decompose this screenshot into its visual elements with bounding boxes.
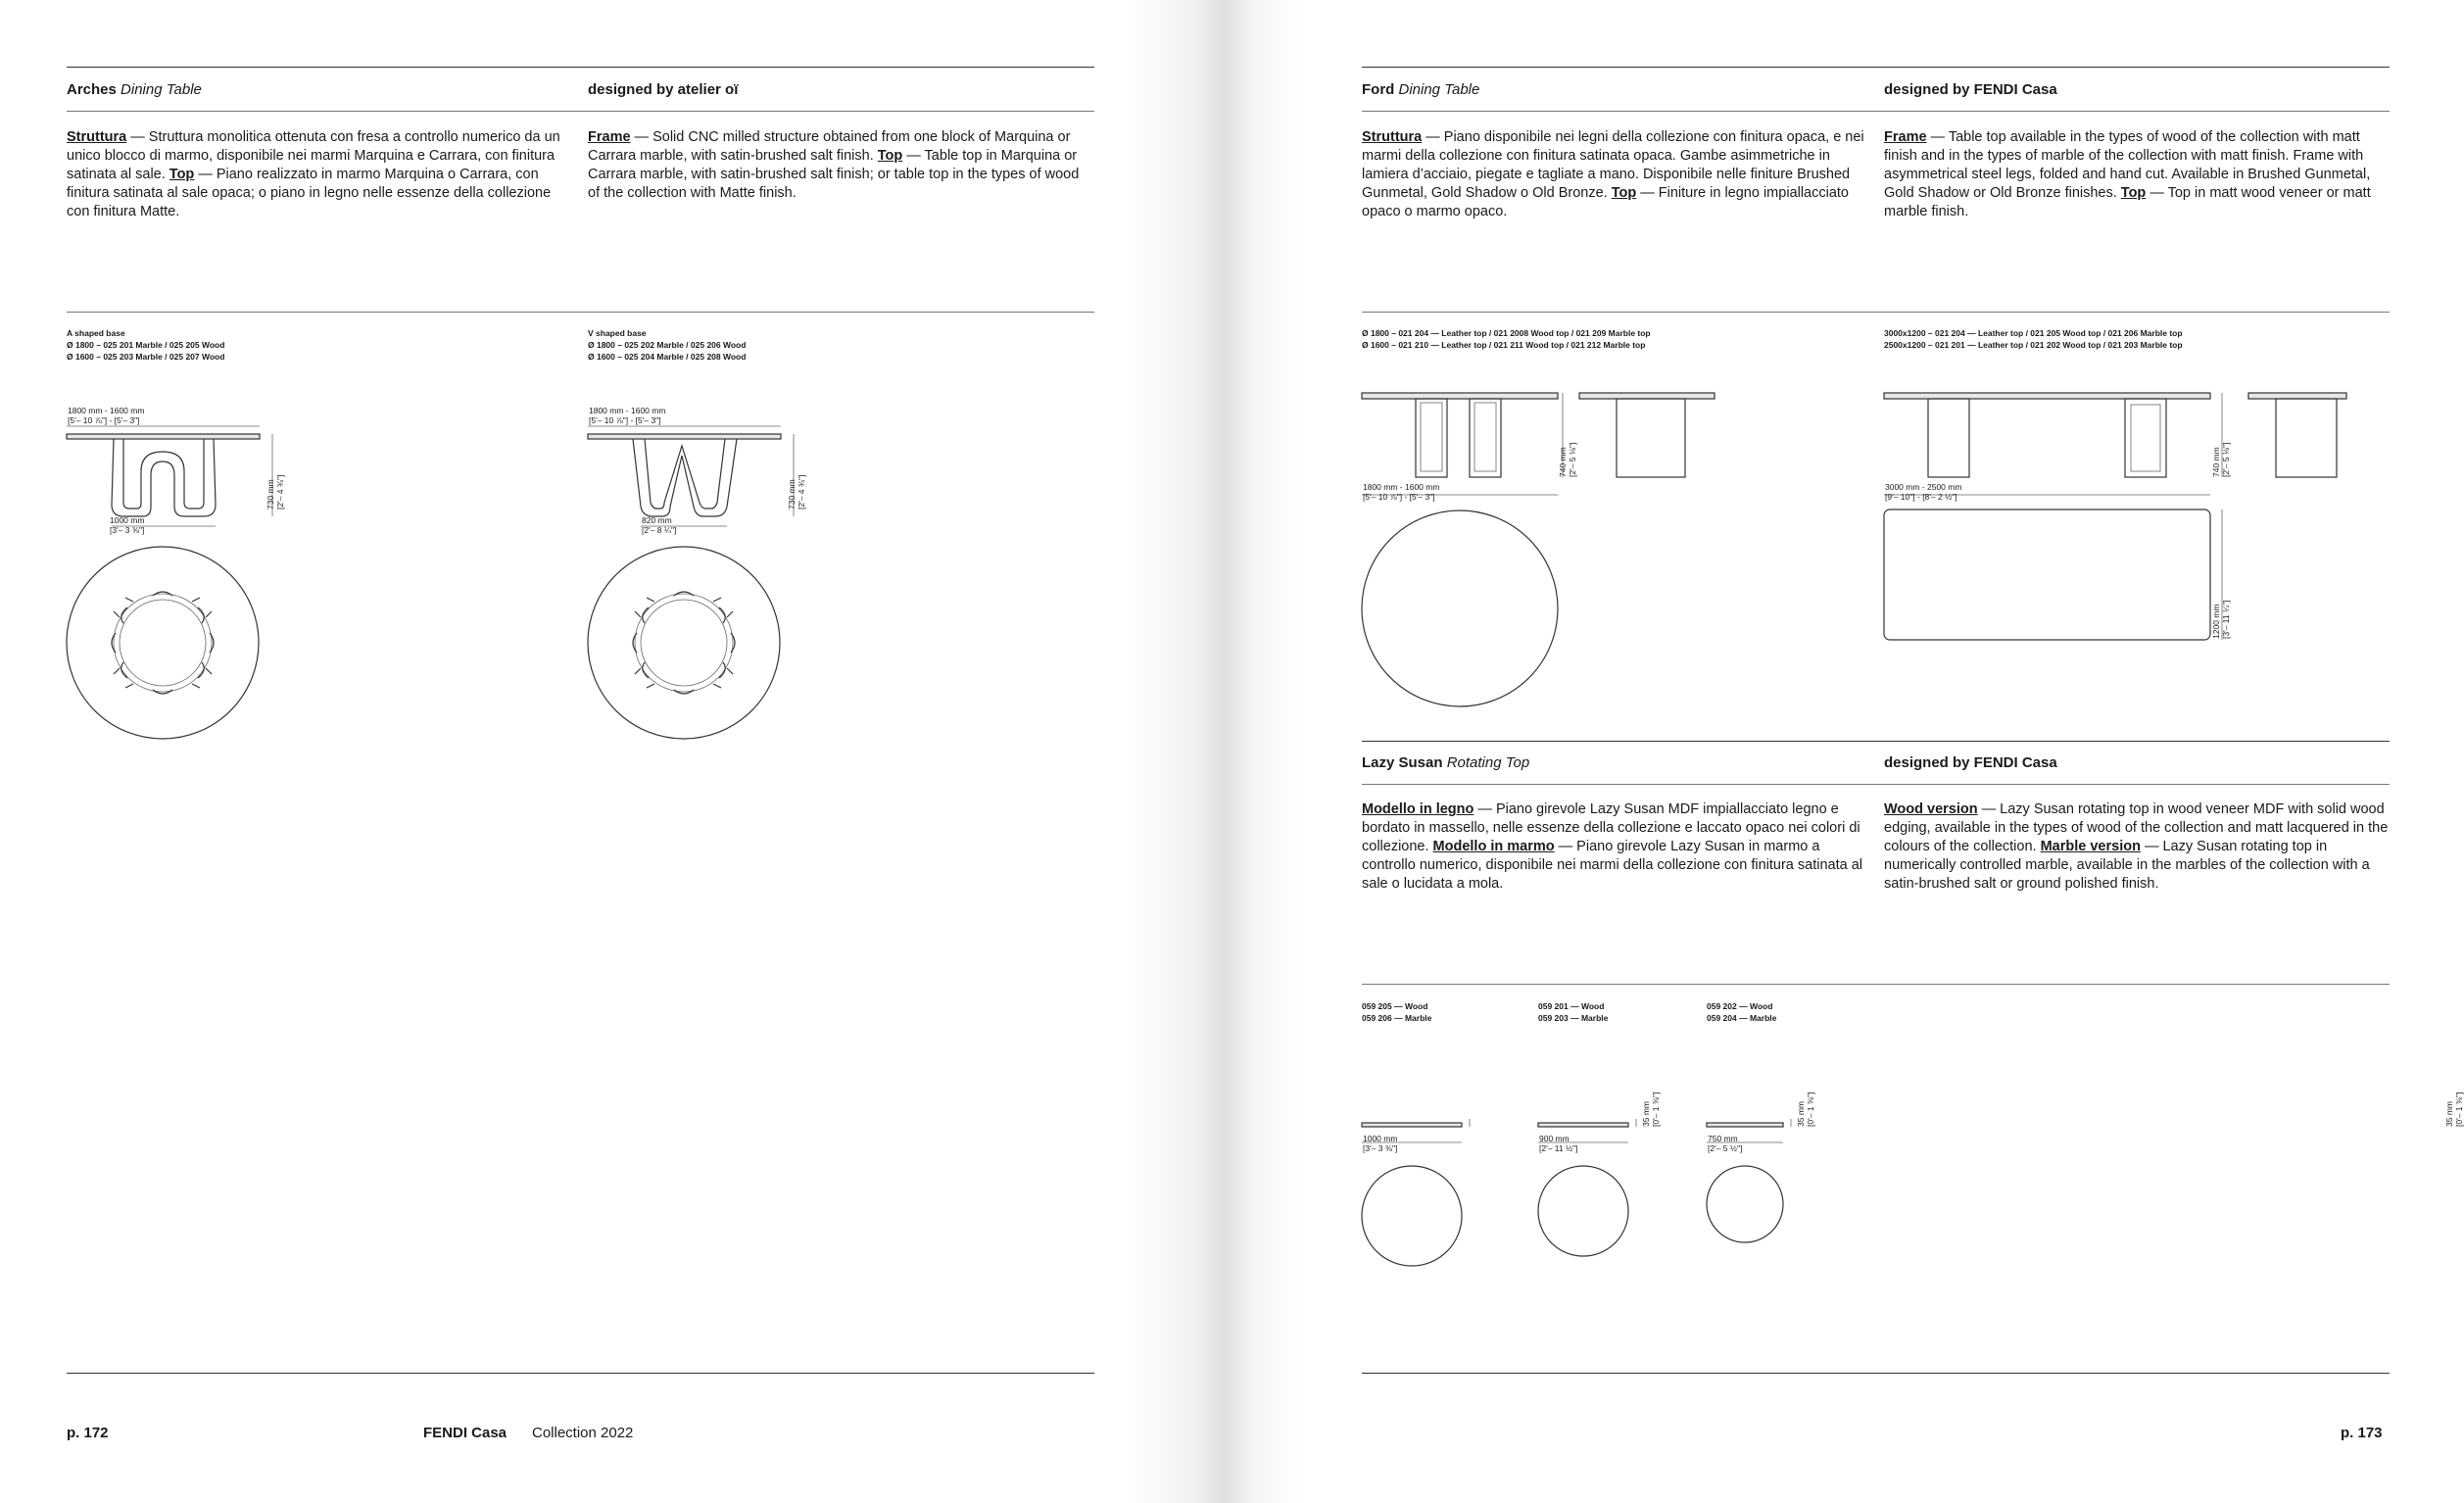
lazy-1000-mm: 1000 mm [1363,1134,1398,1143]
ford-round-height-in: [2'– 5 ⅛"] [1568,442,1577,477]
section-rule [1362,312,2390,313]
lazy-item-1000-codes [1362,1000,1431,1024]
lazy-1000-h-in: [0'– 1 ⅜"] [2454,1091,2464,1127]
header-rule [1362,111,2390,112]
a-base-code-1600: Ø 1600 – 025 203 Marble / 025 207 Wood [67,352,225,362]
lazy-section-rule [1362,984,2390,985]
ford-rect-depth-dim [2211,601,2231,639]
label-modello-marmo: Modello in marmo [1432,839,1555,854]
v-width-in: [5'– 10 ⅞"] - [5'– 3"] [589,415,661,425]
left-page [0,0,1225,1503]
label-top: Top [877,148,903,164]
lazy-description-en [1884,800,2393,894]
text-wood-version: — Lazy Susan rotating top in wood veneer MDF with solid wood edging, available in the types of wood of the collection and matt lacquered in the colours of the collection. [1884,801,2389,854]
v-base-width-dim [589,406,665,425]
arches-designer: designed by atelier oï [588,81,739,98]
ford-rect-code-3000: 3000x1200 – 021 204 — Leather top / 021 205 Wood top / 021 206 Marble top [1884,328,2183,338]
lazy-900-h-mm: 35 mm [1641,1101,1651,1127]
ford-rect-height-mm: 740 mm [2211,447,2221,477]
ford-rect-height-in: [2'– 5 ⅛"] [2221,442,2231,477]
v-width-mm: 1800 mm - 1600 mm [589,406,666,415]
lazy-1000-code-wood: 059 205 — Wood [1362,1001,1428,1011]
product-name: Ford [1362,81,1395,98]
lazy-750-code-marble: 059 204 — Marble [1707,1013,1777,1023]
ford-round-code-1600: Ø 1600 – 021 210 — Leather top / 021 211 Wood top / 021 212 Marble top [1362,340,1646,350]
ford-round-height-dim [1558,443,1577,477]
label-struttura: Struttura [67,129,127,145]
lazy-750-h-in: [0'– 1 ⅜"] [1806,1091,1815,1127]
lazy-900-in: [2'– 11 ½"] [1539,1143,1578,1153]
footer-collection: Collection 2022 [532,1425,634,1441]
section-rule [67,312,1094,313]
top-rule [67,67,1094,68]
lazy-title [1362,754,1529,771]
a-width-mm: 1800 mm - 1600 mm [68,406,145,415]
label-frame: Frame [1884,129,1927,145]
ford-round-width-mm: 1800 mm - 1600 mm [1363,482,1440,492]
text-top: — Table top in Marquina or Carrara marble, with satin-brushed salt finish; or table top in the types of wood of the collection with Matte finish. [588,148,1080,201]
top-rule [1362,67,2390,68]
v-base-code-1800: Ø 1800 – 025 202 Marble / 025 206 Wood [588,340,747,350]
lazy-900-code-marble: 059 203 — Marble [1538,1013,1609,1023]
ford-round-code-1800: Ø 1800 – 021 204 — Leather top / 021 2008 Wood top / 021 209 Marble top [1362,328,1651,338]
lazy-900-drawing [1538,1088,1636,1269]
text-modello-marmo: — Piano girevole Lazy Susan in marmo a controllo numerico, disponibile nei marmi della collezione con finitura satinata al sale o lucidata a mola. [1362,839,1862,892]
ford-round-width-in: [5'– 10 ⅞"] - [5'– 3"] [1363,492,1435,502]
page-number: p. 172 [67,1425,109,1441]
arches-description-en [588,128,1092,203]
ford-rect-width-dim [1885,482,1961,502]
lazy-top-rule [1362,741,2390,742]
v-base-code-1600: Ø 1600 – 025 204 Marble / 025 208 Wood [588,352,747,362]
ford-rect-height-dim [2211,443,2231,477]
a-base-in: [3'– 3 ⅜"] [110,525,145,535]
ford-rect-code-2500: 2500x1200 – 021 201 — Leather top / 021 202 Wood top / 021 203 Marble top [1884,340,2183,350]
ford-rect-width-in: [9'– 10"] - [8'– 2 ½"] [1885,492,1957,502]
lazy-1000-h-mm: 35 mm [2444,1101,2454,1127]
product-type: Dining Table [121,81,202,98]
v-base-mm: 820 mm [642,515,672,525]
lazy-item-900-codes [1538,1000,1608,1024]
label-top: Top [1611,185,1637,201]
a-base-drawing [67,426,292,740]
a-base-base-dim [110,515,144,535]
ford-rect-depth-mm: 1200 mm [2211,604,2221,639]
lazy-header-rule [1362,784,2390,785]
lazy-item-750-codes [1707,1000,1776,1024]
spine-shadow-right [1225,0,1303,1503]
lazy-750-drawing [1707,1088,1795,1269]
text-frame: — Table top available in the types of wood of the collection with matt finish and in the types of marble of the collection with matt finish. Frame with asymmetrical steel legs, folded and hand cut. Available in Brushed Gunmetal, Gold Shadow or Old Bronze finishes. [1884,129,2371,201]
ford-round-width-dim [1363,482,1439,502]
a-width-in: [5'– 10 ⅞"] - [5'– 3"] [68,415,140,425]
ford-rect-drawing [1884,387,2237,642]
ford-title [1362,81,1479,98]
text-marble-version: — Lazy Susan rotating top in numerically controlled marble, available in the marbles of the collection with a satin-brushed salt or ground polished finish. [1884,839,2370,892]
lazy-900-width-dim [1539,1134,1577,1153]
v-base-name: V shaped base [588,328,647,338]
lazy-750-code-wood: 059 202 — Wood [1707,1001,1773,1011]
lazy-900-h-in: [0'– 1 ⅜"] [1651,1091,1661,1127]
a-height-mm: 730 mm [266,479,275,509]
a-base-code-1800: Ø 1800 – 025 201 Marble / 025 205 Wood [67,340,225,350]
label-wood-version: Wood version [1884,801,1978,817]
product-type: Rotating Top [1446,754,1530,771]
ford-description-en [1884,128,2393,221]
lazy-750-in: [2'– 5 ½"] [1708,1143,1743,1153]
text-top: — Top in matt wood veneer or matt marble finish. [1884,185,2371,219]
a-height-in: [2'– 4 ¾"] [275,474,285,509]
product-name: Arches [67,81,117,98]
v-height-mm: 730 mm [787,479,797,509]
ford-designer: designed by FENDI Casa [1884,81,2057,98]
spine-shadow-left [1127,0,1225,1503]
lazy-1000-drawing [1362,1088,1470,1269]
ford-rect-codes [1884,327,2183,351]
text-top: — Piano realizzato in marmo Marquina o Carrara, con finitura satinata al sale opaca; o piano in legno nelle essenze della collezione con finitura Matte. [67,167,552,219]
ford-round-codes [1362,327,1651,351]
v-base-height-dim [787,475,806,509]
ford-rect-width-mm: 3000 mm - 2500 mm [1885,482,1962,492]
a-base-mm: 1000 mm [110,515,145,525]
v-height-in: [2'– 4 ¾"] [797,474,806,509]
lazy-1000-code-marble: 059 206 — Marble [1362,1013,1432,1023]
product-name: Lazy Susan [1362,754,1443,771]
right-page [1225,0,2464,1503]
v-base-drawing [588,426,813,740]
ford-description-it [1362,128,1871,221]
ford-round-drawing [1362,387,1715,710]
text-struttura: — Piano disponibile nei legni della collezione con finitura opaca, e nei marmi della collezione con finitura satinata opaca. Gambe asimmetriche in lamiera d’acciaio, piegate e tagliate a mano. Disponibile nelle finiture Brushed Gunmetal, Gold Shadow o Old Bronze. [1362,129,1864,201]
label-frame: Frame [588,129,631,145]
footer-rule [67,1373,1094,1374]
text-frame: — Solid CNC milled structure obtained from one block of Marquina or Carrara marble, with satin-brushed salt finish. [588,129,1071,164]
v-base-base-dim [642,515,676,535]
lazy-750-mm: 750 mm [1708,1134,1738,1143]
text-modello-legno: — Piano girevole Lazy Susan MDF impiallacciato legno e bordato in massello, nelle essenze della collezione e laccato opaco nei colori di collezione. [1362,801,1860,854]
ford-round-height-mm: 740 mm [1558,447,1568,477]
lazy-900-mm: 900 mm [1539,1134,1570,1143]
page-number: p. 173 [2341,1425,2383,1441]
lazy-1000-in: [3'– 3 ⅜"] [1363,1143,1398,1153]
lazy-designer: designed by FENDI Casa [1884,754,2057,771]
lazy-1000-height-dim [2444,1092,2464,1127]
a-base-height-dim [266,475,285,509]
lazy-1000-width-dim [1363,1134,1397,1153]
v-base-in: [2'– 8 ¼"] [642,525,677,535]
lazy-750-width-dim [1708,1134,1742,1153]
footer-brand: FENDI Casa [423,1425,507,1441]
lazy-description-it [1362,800,1871,894]
product-type: Dining Table [1398,81,1480,98]
arches-description-it [67,128,571,221]
a-base-width-dim [68,406,144,425]
v-base-codes [588,327,746,363]
label-top: Top [169,167,195,182]
text-struttura: — Struttura monolitica ottenuta con fresa a controllo numerico da un unico blocco di marmo, disponibile nei marmi Marquina e Carrara, con finitura satinata al sale. [67,129,560,182]
label-marble-version: Marble version [2040,839,2141,854]
lazy-900-height-dim [1641,1092,1661,1127]
label-struttura: Struttura [1362,129,1423,145]
label-modello-legno: Modello in legno [1362,801,1474,817]
a-base-name: A shaped base [67,328,125,338]
footer-rule [1362,1373,2390,1374]
lazy-750-height-dim [1796,1092,1815,1127]
header-rule [67,111,1094,112]
lazy-900-code-wood: 059 201 — Wood [1538,1001,1605,1011]
a-base-codes [67,327,224,363]
text-top: — Finiture in legno impiallacciato opaco o marmo opaco. [1362,185,1849,219]
arches-title [67,81,202,98]
label-top: Top [2120,185,2147,201]
ford-rect-depth-in: [3'– 11 ¼"] [2221,600,2231,639]
lazy-750-h-mm: 35 mm [1796,1101,1806,1127]
